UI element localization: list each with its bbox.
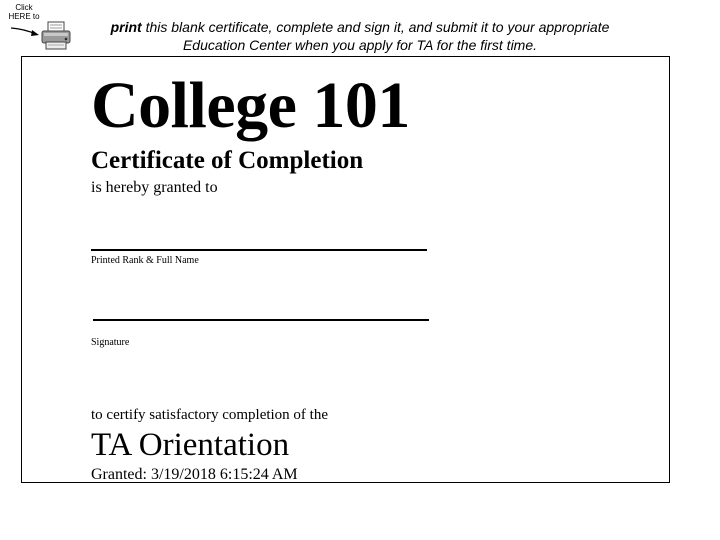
course-name: TA Orientation	[91, 427, 290, 463]
certificate-subtitle: Certificate of Completion	[91, 147, 364, 174]
certify-text: to certify satisfactory completion of the	[91, 407, 329, 423]
instruction-text: this blank certificate, complete and sign it, and submit it to your appropriate Education Center when you apply for TA for the first time.	[141, 19, 610, 53]
printer-icon[interactable]	[40, 21, 72, 56]
arrow-icon	[10, 25, 42, 44]
print-emphasis: print	[110, 19, 142, 35]
granted-to-text: is hereby granted to	[91, 179, 218, 196]
name-blank-line	[91, 249, 427, 251]
name-field-label: Printed Rank & Full Name	[91, 255, 199, 266]
print-certificate-link[interactable]	[4, 3, 74, 49]
click-here-label: Click HERE to	[8, 3, 40, 21]
print-instruction	[78, 18, 642, 54]
certificate-title: College 101	[91, 69, 410, 142]
certificate-frame	[21, 56, 670, 483]
signature-blank-line	[93, 319, 429, 321]
granted-date: Granted: 3/19/2018 6:15:24 AM	[91, 466, 298, 483]
signature-field-label: Signature	[91, 337, 130, 348]
